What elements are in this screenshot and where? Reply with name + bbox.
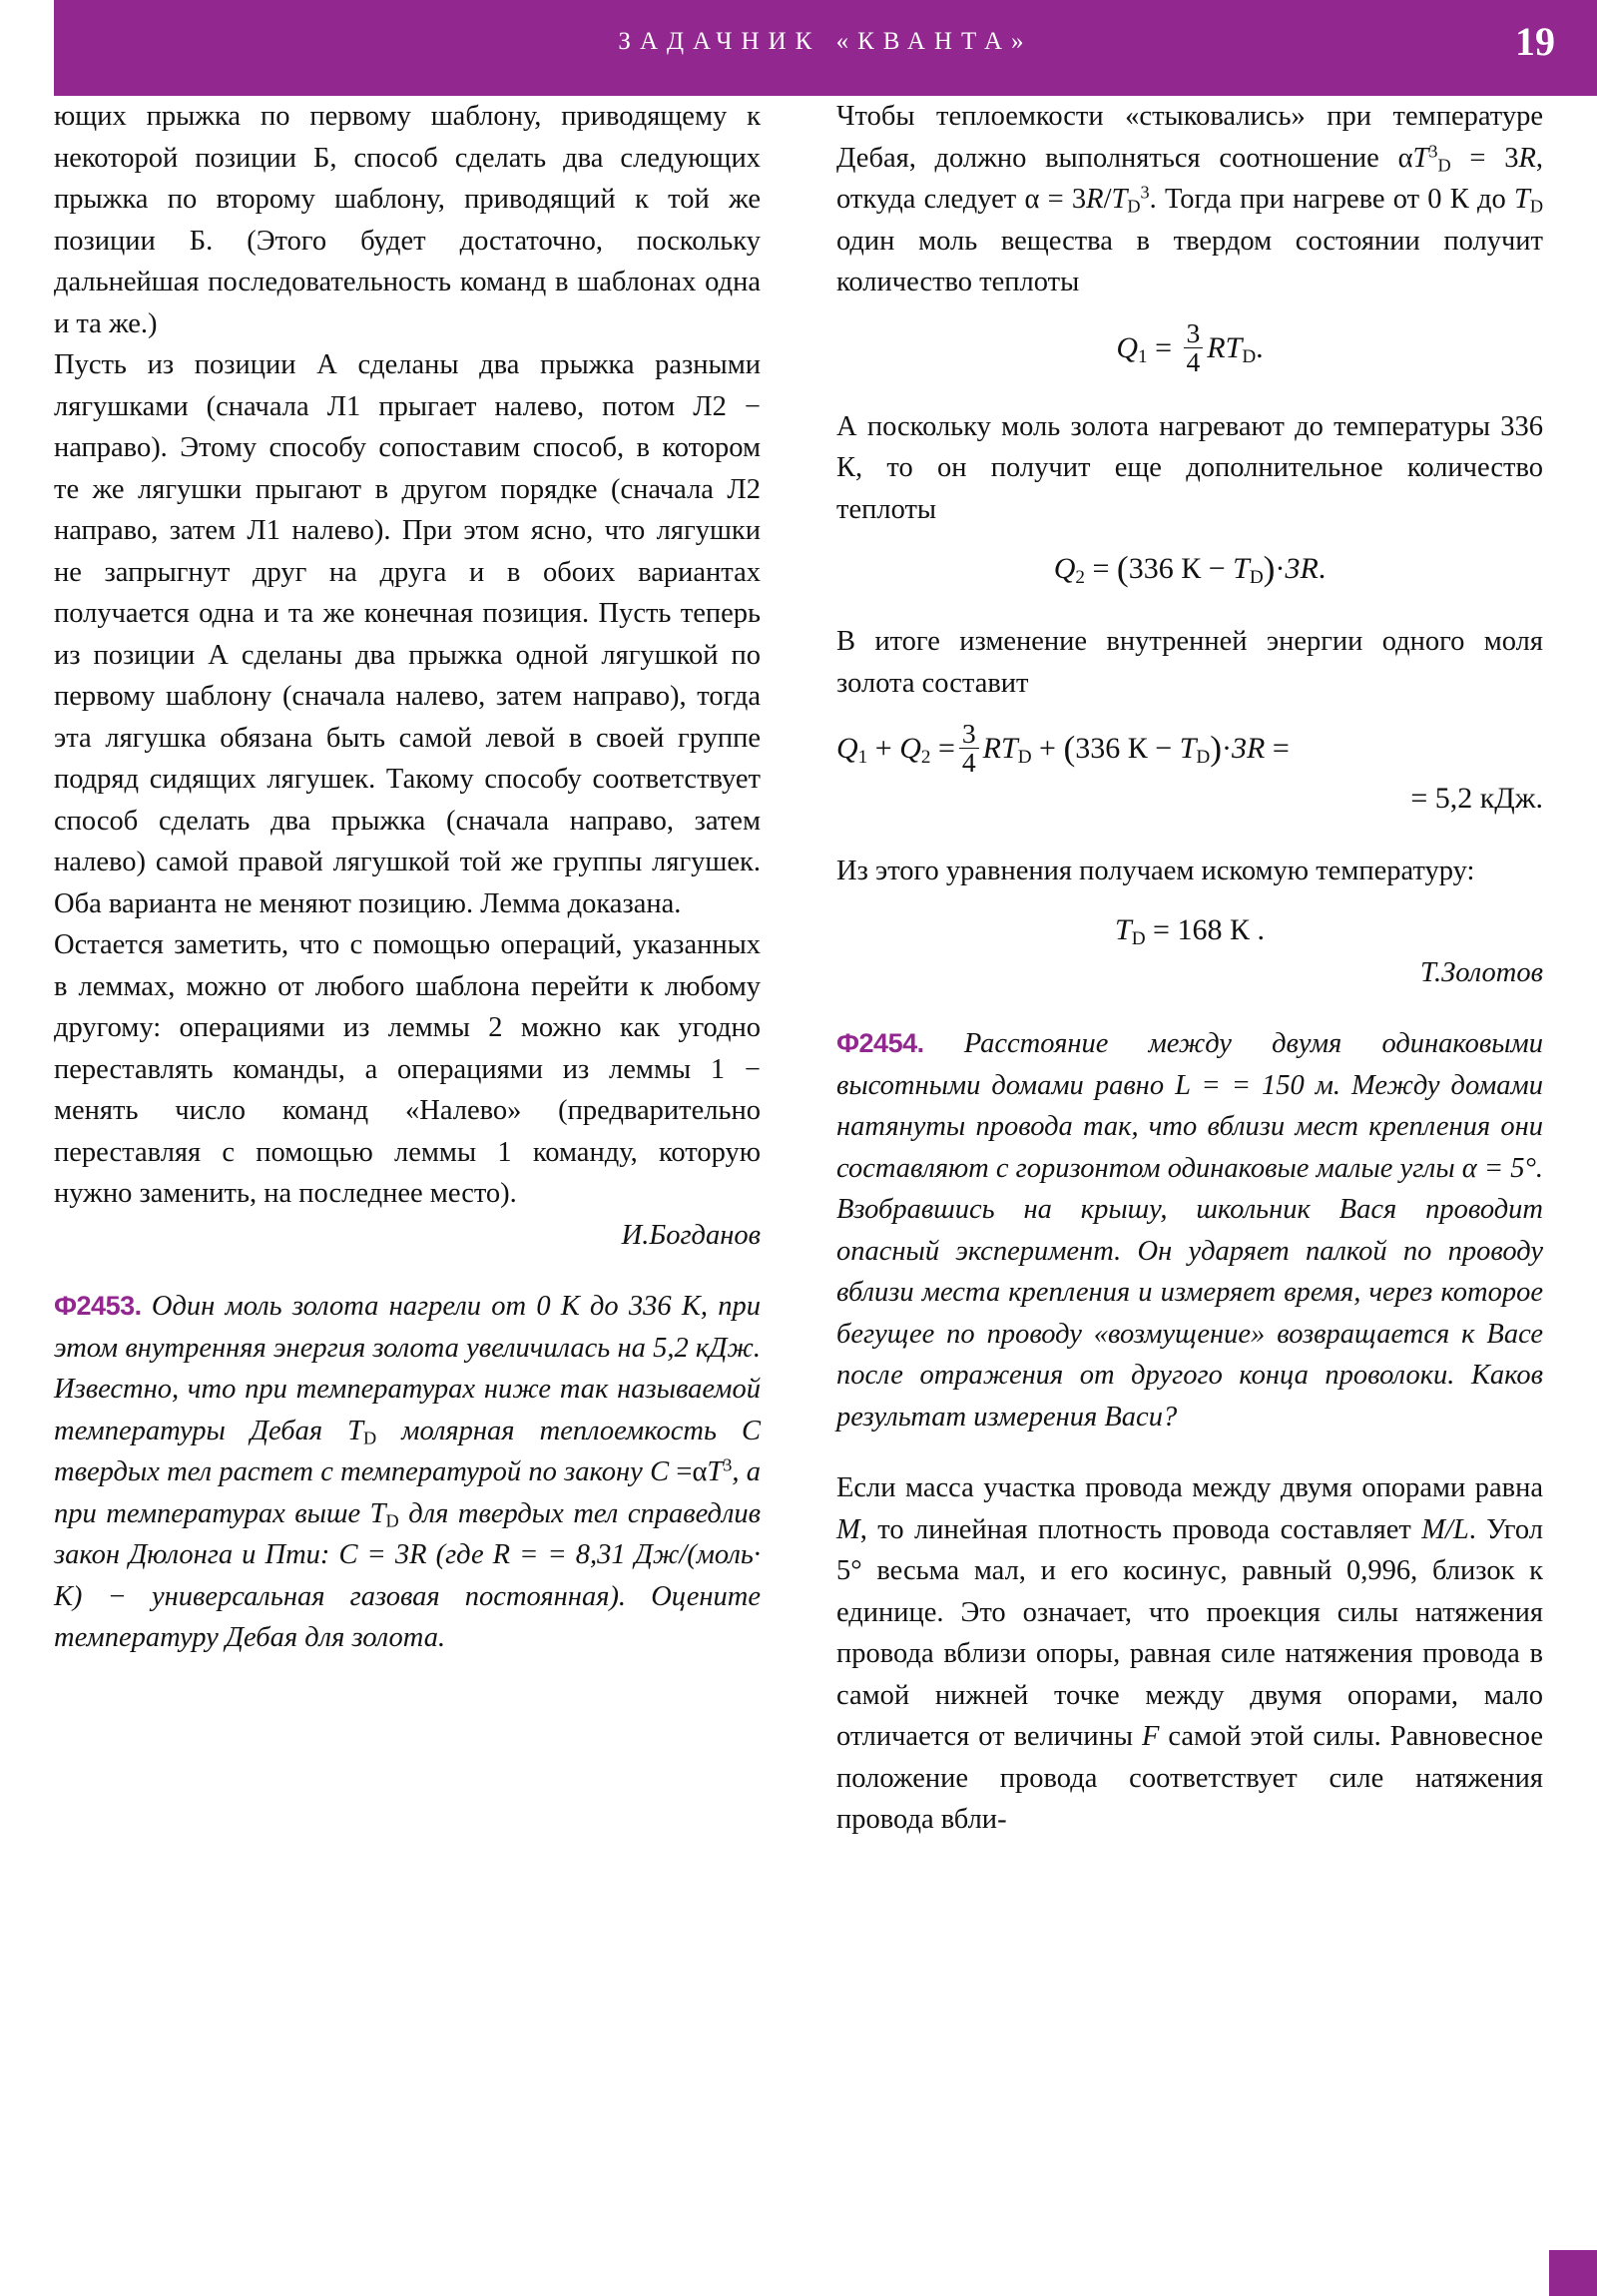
sum-Q2-sub: 2 (920, 746, 931, 768)
formula-Q2-paren-open: ( (1116, 548, 1129, 589)
formula-Q2-minus: − (1208, 552, 1226, 586)
sum-equals: = (937, 731, 955, 765)
right-column (836, 96, 1543, 1841)
formula-Q2-T-sub: D (1249, 567, 1264, 589)
formula-Q1-equals: = (1155, 330, 1172, 364)
problem-statement-f2454 (836, 1023, 1543, 1437)
formula-Q2-paren-close: ) (1263, 548, 1276, 589)
paragraph-debye-matching (836, 96, 1543, 303)
sum-paren-close: ) (1210, 728, 1223, 769)
formula-T: T (707, 1456, 724, 1487)
sum-plus-2: + (1039, 731, 1056, 765)
formula-Q1-fraction (1184, 316, 1204, 377)
formula-Q2-sub: 2 (1075, 567, 1085, 589)
sum-Q2: Q (899, 731, 921, 765)
formula-Q1-rhs: RT (1207, 330, 1243, 364)
sum-paren-open: ( (1063, 728, 1076, 769)
spacer (836, 1437, 1543, 1467)
result-value: = 168 К . (1153, 912, 1265, 946)
paragraph-internal-energy-change: В итоге изменение внутренней энергии одного моля золота составит (836, 626, 1543, 699)
page-number: 19 (1515, 19, 1555, 64)
problem-f2454-text-2: . Взобравшись на крышу, школьник Вася проводит опасный эксперимент. Он ударяет палкой по проводу вблизи места крепления и измеряет время, через которое бегущее по проводу «возмущение» возвращается к Васе после отражения от другого конца проволоки. Каков результат измерения Васи? (836, 1152, 1543, 1433)
sum-frac-num: 3 (961, 718, 976, 750)
paragraph-derive-temperature: Из этого уравнения получаем искомую температуру: (836, 856, 1475, 887)
fraction-denominator: 4 (1184, 347, 1204, 376)
spacer (836, 993, 1543, 1023)
paragraph-lemma-proof: Пусть из позиции А сделаны два прыжка разными лягушками (сначала Л1 прыгает налево, потом Л2 − направо). Этому способу сопоставим способ, в котором те же лягушки прыгают в другом порядке (сначала Л2 направо, затем Л1 налево). При этом ясно, что лягушки не запрыгнут друг на друга и в обоих вариантах получается одна и та же конечная позиция. Пусть теперь из позиции А сделаны два прыжка одной лягушкой по первому шаблону (сначала налево, затем направо), тогда эта лягушка обязана быть самой левой в своей группе подряд сидящих лягушек. Такому способу соответствует способ сделать два прыжка (сначала направо, затем налево) самой правой лягушкой той же группы лягушек. Оба варианта не меняют позицию. Лемма доказана. (54, 349, 761, 919)
sum-frac-den: 4 (959, 748, 979, 777)
intro-text-4: один моль вещества в твердом состоянии получит количество теплоты (836, 225, 1543, 297)
spacer (836, 821, 1543, 851)
paragraph-closing-remark: Остается заметить, что с помощью операций, указанных в леммах, можно от любого шаблона перейти к любому другому: операциями из леммы 2 можно как угодно переставлять команды, а операциями из леммы 1 − менять число команд «Налево» (предварительно переставляя с помощью леммы 1 команду, которую нужно заменить, на последнее место). (54, 929, 761, 1209)
formula-Q2-T: T (1233, 552, 1250, 586)
sub-D-2: D (1127, 196, 1141, 217)
paragraph-solution-f2454 (836, 1467, 1543, 1841)
problem-f2454-alpha: α = 5° (1461, 1152, 1536, 1184)
formula-Q1 (836, 316, 1543, 377)
formula-Q2 (836, 546, 1543, 591)
solution-text-4: самой этой силы. Равновесное положение провода соответствует силе натяжения провода вбли- (836, 1721, 1543, 1836)
sum-RT-sub: D (1017, 746, 1032, 768)
problem-number-f2453: Ф2453. (54, 1291, 142, 1321)
inline-TD: T (1513, 184, 1530, 215)
left-column (54, 96, 761, 1659)
sum-3R: 3R (1232, 731, 1266, 765)
sum-plus: + (874, 731, 892, 765)
paragraph-continuation: ющих прыжка по первому шаблону, приводящему к некоторой позиции Б, способ сделать два следующих прыжка по второму шаблону, приводящий к той же позиции Б. (Этого будет достаточно, поскольку дальнейшая последовательность команд в шаблонах одна и та же.) (54, 101, 761, 339)
formula-alpha: α (692, 1456, 708, 1487)
intro-text-2: , откуда следует (836, 142, 1543, 215)
formula-TD: T (369, 1497, 386, 1529)
formula-sum-result: = 5,2 кДж. (1410, 782, 1543, 816)
problem-f2453-line3: энергия золота увеличилась на 5,2 кДж. (272, 1332, 762, 1364)
page-body (0, 96, 1597, 2296)
problem-f2453-line7: растет с температурой по закону (219, 1456, 643, 1487)
problem-f2453-line10: = 8,31 Дж/(моль· К) − универсальная (54, 1539, 761, 1612)
formula-C: C (650, 1456, 670, 1487)
sup-3: 3 (1428, 141, 1438, 162)
problem-f2453-line4: Известно, что при температурах ниже (54, 1374, 552, 1405)
sum-Q1-sub: 1 (857, 746, 868, 768)
spacer (836, 376, 1543, 406)
sum-dot: · (1222, 731, 1233, 765)
variable-T-debye: T (347, 1415, 364, 1446)
spacer (836, 591, 1543, 621)
formula-exponent-3: 3 (723, 1454, 733, 1475)
problem-f2453-line1: Один моль золота нагрели от (151, 1291, 527, 1322)
sum-equals-2: = (1272, 731, 1290, 765)
problem-f2453-line8-rest: , а при температурах выше (54, 1456, 762, 1529)
formula-Q2-dot: · (1275, 552, 1286, 586)
formula-Q1-period: . (1256, 330, 1264, 364)
sum-336K: 336 К (1075, 731, 1148, 765)
variable-M: M (836, 1513, 860, 1545)
spacer (836, 892, 1543, 908)
sum-fraction (959, 720, 979, 777)
problem-number-f2454: Ф2454. (836, 1028, 924, 1059)
solution-text-2: , то линейная плотность провода составляет (859, 1513, 1422, 1545)
inline-formula-alpha-eq: $\alpha = 3R/T_D^3$ (1024, 182, 1150, 217)
solution-text-3: . Угол 5° весьма мал, и его косинус, равный 0,996, близок к единице. Это означает, что проекция силы натяжения провода вблизи опоры, равная силе натяжения провода в самой нижней точке между двумя опорами, мало отличается от величины (836, 1513, 1544, 1753)
solution-author-zolotov: Т.Золотов (1419, 956, 1543, 988)
inline-TD-sub: D (1529, 196, 1543, 217)
formula-Q2-336K: 336 К (1128, 552, 1202, 586)
sum-RT: RT (982, 731, 1018, 765)
solution-author-bogdanov: И.Богданов (621, 1219, 761, 1251)
spacer (836, 530, 1543, 546)
spacer (54, 1256, 761, 1286)
fraction-numerator: 3 (1186, 316, 1201, 348)
formula-Q1-rhs-sub: D (1242, 345, 1257, 367)
intro-text-1: Чтобы теплоемкости «стыковались» при температуре Дебая, должно выполняться соотношение (836, 101, 1543, 174)
variable-F: F (1141, 1721, 1160, 1753)
formula-Q2-period: . (1318, 552, 1327, 586)
formula-TD-sub: D (385, 1510, 399, 1531)
problem-f2454-text-1: Расстояние между двумя одинаковыми высотными домами равно L = = 150 м. Между домами натянуты провода так, что вблизи мест крепления они составляют с горизонтом одинаковые малые углы (836, 1028, 1543, 1184)
sup-3-2: 3 (1140, 182, 1150, 203)
page-header-title: ЗАДАЧНИК «КВАНТА» (618, 28, 1033, 55)
subscript-D: D (363, 1428, 377, 1448)
variable-M-over-L: M/L (1421, 1513, 1469, 1545)
paragraph-additional-heat: А поскольку моль золота нагревают до температуры 336 К, то он получит еще дополнительное количество теплоты (836, 410, 1543, 525)
formula-Q2-lhs: Q (1053, 552, 1076, 586)
problem-f2453-line6: молярная теплоемкость C твердых тел (54, 1415, 762, 1487)
problem-statement-f2453 (54, 1286, 761, 1659)
problem-f2453-line5: так называемой температуры Дебая (54, 1374, 761, 1446)
formula-Q2-3R: 3R (1285, 552, 1319, 586)
formula-Q1-sub: 1 (1137, 345, 1148, 367)
result-T-sub: D (1131, 927, 1146, 949)
solution-text-1: Если масса участка провода между двумя опорами равна (836, 1472, 1543, 1504)
sum-TD: T (1179, 731, 1197, 765)
formula-result-TD (836, 908, 1543, 952)
sum-minus: − (1155, 731, 1173, 765)
problem-f2453-line2: 0 К до 336 К, при этом внутренняя (54, 1291, 761, 1364)
problem-f2453-line9: для твердых тел справедлив закон Дюлонга и Пти: C = 3R (где R = (54, 1497, 762, 1570)
result-T: T (1115, 912, 1132, 946)
spacer (836, 704, 1543, 720)
inline-formula-alphaTD3: $\alpha T^3_D = 3R$ (1397, 141, 1536, 176)
sub-D: D (1437, 155, 1451, 176)
formula-Q1-lhs: Q (1116, 330, 1138, 364)
intro-text-3: . Тогда при нагреве от 0 К до (1149, 184, 1514, 215)
corner-marker (1549, 2250, 1597, 2296)
formula-Q1-plus-Q2 (836, 720, 1543, 777)
sum-TD-sub: D (1196, 746, 1211, 768)
formula-equals: = (676, 1456, 693, 1487)
sum-Q1: Q (836, 731, 858, 765)
formula-Q2-equals: = (1092, 552, 1110, 586)
page-header-bar (54, 0, 1597, 96)
problem-f2453-line11: газовая постоянная). Оцените температуру Дебая для золота. (54, 1580, 762, 1653)
